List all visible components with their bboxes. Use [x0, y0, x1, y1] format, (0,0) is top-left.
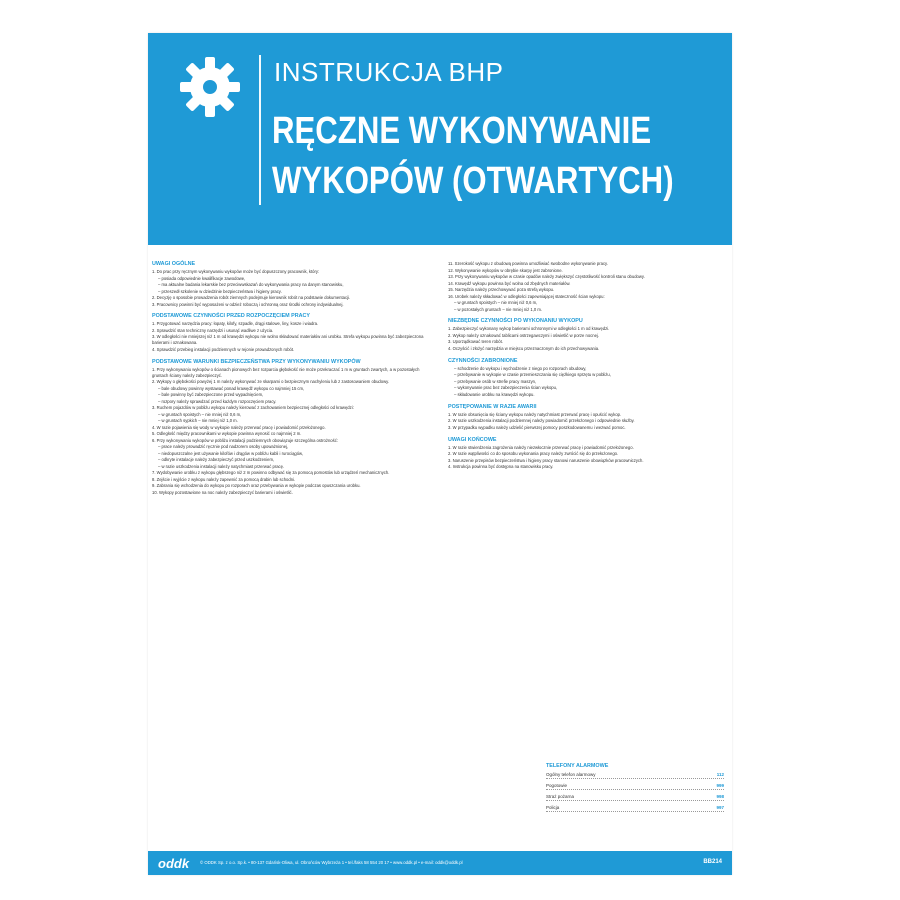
instruction-item: 14. Krawędź wykopu powinna być wolna od zbędnych materiałów. [448, 280, 571, 286]
instruction-item: 12. Wykonywanie wykopów w obrębie skarpy jest zabronione. [448, 267, 563, 273]
emergency-phones [546, 763, 724, 816]
instruction-item: 4. W razie pojawienia się wody w wykopie należy przerwać pracę i powiadomić przełożonego. [152, 424, 326, 430]
phone-number: 999 [716, 783, 724, 788]
instruction-item: 4. Sprawdzić przebieg instalacji podziemnych w rejonie prowadzonych robót. [152, 346, 295, 352]
instruction-item: – bale obudowy powinny wystawać ponad krawędź wykopu co najmniej 15 cm, [158, 385, 305, 391]
instruction-item: 1. Zabezpieczyć wykonany wykop barierami ochronnymi w odległości 1 m od krawędzi. [448, 326, 610, 332]
phone-number: 112 [716, 772, 724, 777]
phone-number: 997 [716, 805, 724, 810]
instruction-item: – składowanie urobku na krawędzi wykopu. [454, 391, 535, 397]
phone-row [546, 794, 724, 801]
instruction-item: – niedopuszczalne jest używanie kilofów i drągów w pobliżu kabli i rurociągów, [158, 450, 304, 456]
section-heading: UWAGI OGÓLNE [152, 261, 196, 267]
section-heading: PODSTAWOWE WARUNKI BEZPIECZEŃSTWA PRZY WYKONYWANIU WYKOPÓW [152, 358, 361, 365]
instruction-item: – w gruntach spoistych – nie mniej niż 0,6 m, [454, 300, 538, 305]
instruction-item: 2. Wykop należy oznakować tablicami ostrzegawczymi i oświetlić w porze nocnej. [448, 332, 600, 338]
instruction-item: 3. W odległości nie mniejszej niż 1 m od krawędzi wykopu nie wolno składować materiałów ani urobku. Strefa wykopu powinna być zabezpieczona barierami i oznakowana. [152, 334, 424, 346]
instruction-item: 3. Pracownicy powinni być wyposażeni w odzież roboczą i ochronną oraz środki ochrony indywidualnej. [152, 301, 344, 307]
instruction-item: – posiada odpowiednie kwalifikacje zawodowe, [158, 275, 246, 281]
instruction-item: 1. Przy wykonywaniu wykopów o ścianach pionowych bez rozparcia głębokość nie może przekraczać 1 m w gruntach zwartych, a w pozostałych gruntach ściany należy zabezpieczyć. [152, 366, 420, 378]
oddk-logo: oddk [158, 856, 190, 871]
instruction-item: 16. Urobek należy składować w odległości zapewniającej stateczność ścian wykopu: [448, 293, 605, 299]
instruction-item: – w gruntach sypkich – nie mniej niż 1,0 m. [158, 418, 238, 424]
instruction-item: 2. Decyzję o sposobie prowadzenia robót ziemnych podejmuje kierownik robót na podstawie dokumentacji. [152, 295, 351, 300]
section-heading: NIEZBĘDNE CZYNNOŚCI PO WYKONANIU WYKOPU [448, 318, 583, 325]
instruction-item: – w gruntach spoistych – nie mniej niż 0,6 m, [158, 411, 242, 417]
instruction-item: – wykonywanie prac bez zabezpieczenia ścian wykopu, [454, 385, 558, 391]
instruction-item: 2. W razie uszkodzenia instalacji podziemnej należy powiadomić przełożonego i odpowiednie służby. [448, 418, 635, 424]
instruction-item: 3. Uporządkować teren robót. [448, 339, 503, 345]
instruction-item: 4. Oczyścić i złożyć narzędzia w miejscu przeznaczonym do ich przechowywania. [448, 345, 600, 351]
instruction-item: 4. Instrukcja powinna być dostępna na stanowisku pracy. [448, 464, 554, 470]
phone-row [546, 783, 724, 790]
instruction-item: 1. Do prac przy ręcznym wykonywaniu wykopów może być dopuszczony pracownik, który: [152, 269, 320, 274]
title-line-1: RĘCZNE WYKONYWANIE [272, 110, 652, 152]
instruction-item: 3. Naruszenie przepisów bezpieczeństwa i higieny pracy stanowi naruszenie obowiązków pracowniczych. [448, 457, 644, 463]
right-column [448, 261, 728, 471]
instruction-item: – ma aktualne badania lekarskie bez przeciwwskazań do wykonywania pracy na danym stanowisku, [158, 282, 344, 287]
header-divider [259, 55, 261, 205]
section-heading: POSTĘPOWANIE W RAZIE AWARII [448, 403, 537, 410]
phone-label: Straż pożarna [546, 794, 575, 799]
instruction-item: – bale powinny być zabezpieczone przed wypadnięciem, [158, 392, 264, 398]
instruction-item: 9. Zabrania się wchodzenia do wykopu po rozporach oraz przebywania w wykopie podczas opuszczania urobku. [152, 483, 361, 489]
phones-title: TELEFONY ALARMOWE [546, 763, 609, 769]
poster-kicker: INSTRUKCJA BHP [274, 57, 504, 87]
instruction-item: 5. Odległość między pracownikami w wykopie powinna wynosić co najmniej 2 m. [152, 431, 302, 437]
phone-row [546, 772, 724, 779]
phone-row [546, 805, 724, 812]
instruction-item: – odkryte instalacje należy zabezpieczyć przed uszkodzeniem, [158, 457, 275, 463]
section-heading: UWAGI KOŃCOWE [448, 436, 497, 443]
phone-label: Pogotowie [546, 783, 568, 788]
instruction-item: 11. Szerokość wykopu z obudową powinna umożliwiać swobodne wykonywanie pracy. [448, 261, 608, 266]
instruction-item: 3. W przypadku wypadku należy udzielić pierwszej pomocy poszkodowanemu i wezwać pomoc. [448, 424, 626, 430]
phone-label: Ogólny telefon alarmowy [546, 772, 596, 777]
instruction-item: 6. Przy wykonywaniu wykopów w pobliżu instalacji podziemnych obowiązuje szczególna ostrożność: [152, 437, 338, 443]
title-line-2: WYKOPÓW (OTWARTYCH) [272, 160, 674, 202]
instruction-item: 1. W razie obsunięcia się ściany wykopu należy natychmiast przerwać pracę i opuścić wykop. [448, 411, 622, 417]
gear-icon [178, 55, 242, 119]
footer-info: © ODDK Sp. z o.o. Sp.k. • 80-137 Gdańsk-Oliwa, ul. Obrońców Wybrzeża 1 • tel./faks 58 554 20 17 • www.oddk.pl • e-mail: oddk@oddk.pl [200, 860, 463, 865]
instruction-item: 7. Wydobywanie urobku z wykopu głębszego niż 2 m powinno odbywać się za pomocą pomostów lub urządzeń mechanicznych. [152, 470, 390, 476]
instruction-item: 1. Przygotować narzędzia pracy: łopaty, kilofy, szpadle, drągi stalowe, liny, kosze i wiadra. [152, 321, 319, 327]
phone-label: Policja [546, 805, 560, 810]
instruction-item: – rozpory należy sprawdzać przed każdym rozpoczęciem pracy. [158, 398, 277, 404]
instruction-item: 2. Wykopy o głębokości powyżej 1 m należy wykonywać ze skarpami o bezpiecznym nachyleniu lub z zastosowaniem obudowy. [152, 379, 390, 385]
instruction-item: 2. Sprawdzić stan techniczny narzędzi i usunąć wadliwe z użycia. [152, 327, 274, 333]
instruction-item: 3. Ruchem pojazdów w pobliżu wykopu należy kierować z zachowaniem bezpiecznej odległości od krawędzi: [152, 405, 354, 411]
poster-header [148, 33, 732, 245]
instruction-item: – schodzenie do wykopu i wychodzenie z niego po rozporach obudowy, [454, 365, 587, 371]
phones-list [546, 772, 724, 812]
poster-title [272, 106, 674, 206]
instruction-item: – przebywanie osób w strefie pracy maszyn, [454, 378, 537, 384]
section-heading: CZYNNOŚCI ZABRONIONE [448, 357, 518, 364]
instruction-item: – w pozostałych gruntach – nie mniej niż 1,0 m. [454, 306, 542, 312]
instruction-item: 10. Wykopy pozostawione na noc należy zabezpieczyć barierami i oświetlić. [152, 489, 293, 495]
bhp-poster [148, 33, 732, 875]
instruction-item: – prace należy prowadzić ręcznie pod nadzorem osoby upoważnionej, [158, 444, 289, 450]
instruction-item: – przebywanie w wykopie w czasie przemieszczania się ciężkiego sprzętu w pobliżu, [454, 372, 611, 378]
instruction-item: 8. Zejście i wyjście z wykopu należy zapewnić za pomocą drabin lub schodni. [152, 476, 296, 482]
left-column [152, 261, 432, 496]
instruction-item: 13. Przy wykonywaniu wykopów w czasie opadów należy zwiększyć częstotliwość kontroli stanu obudowy. [448, 274, 645, 279]
instruction-item: 15. Narzędzia należy przechowywać poza strefą wykopu. [448, 287, 555, 292]
instruction-item: 1. W razie stwierdzenia zagrożenia należy niezwłocznie przerwać pracę i powiadomić przełożonego. [448, 444, 634, 450]
instruction-item: 2. W razie wątpliwości co do sposobu wykonania pracy należy zwrócić się do przełożonego. [448, 451, 619, 457]
footer-code: BB214 [703, 859, 722, 865]
poster-footer [148, 851, 732, 875]
section-heading: PODSTAWOWE CZYNNOŚCI PRZED ROZPOCZĘCIEM PRACY [152, 313, 311, 320]
instruction-item: – w razie uszkodzenia instalacji należy natychmiast przerwać pracę. [158, 463, 285, 469]
instruction-item: – przeszedł szkolenie w dziedzinie bezpieczeństwa i higieny pracy. [158, 288, 282, 294]
phone-number: 998 [716, 794, 724, 799]
